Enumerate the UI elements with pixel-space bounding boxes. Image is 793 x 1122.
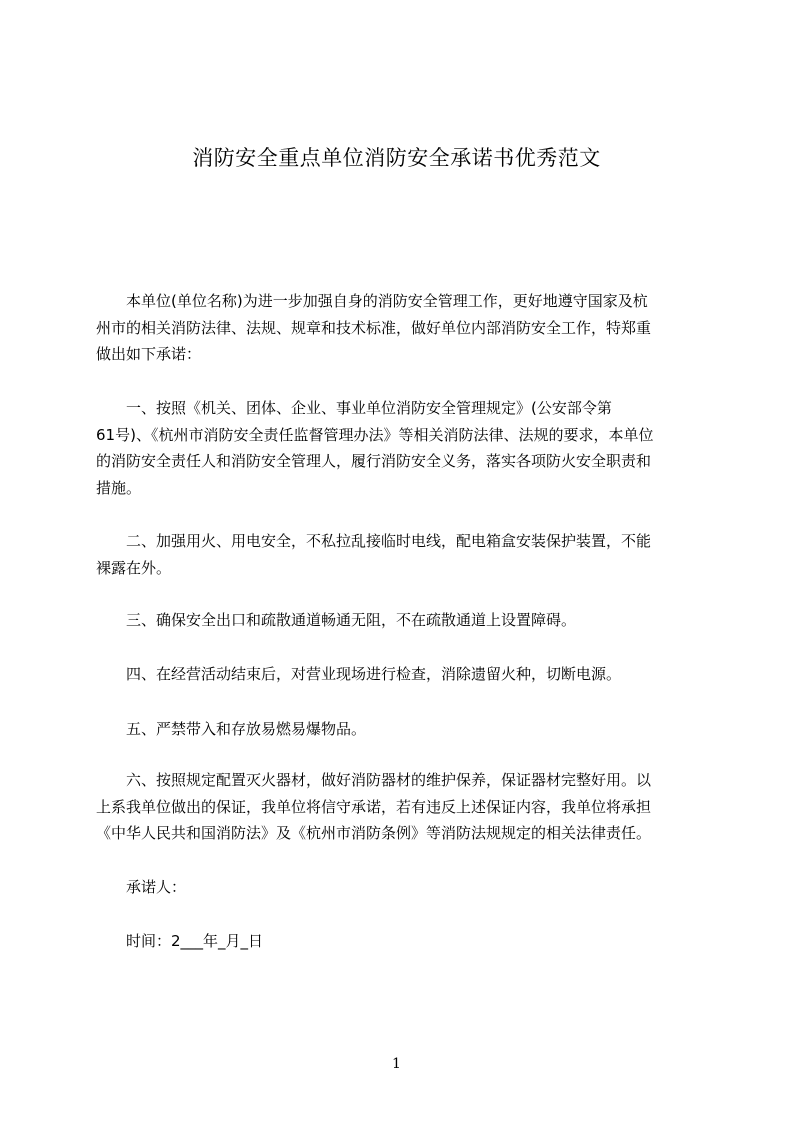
paragraph-line: 州市的相关消防法律、法规、规章和技术标准，做好单位内部消防安全工作，特郑重	[96, 318, 652, 337]
intro-paragraph	[96, 288, 700, 368]
paragraph-line: 做出如下承诺：	[96, 345, 202, 363]
document-title: 消防安全重点单位消防安全承诺书优秀范文	[192, 146, 601, 170]
paragraph-line: 《中华人民共和国消防法》及《杭州市消防条例》等消防法规规定的相关法律责任。	[96, 824, 652, 842]
commitment-item-5	[96, 716, 700, 743]
paragraph-line: 的消防安全责任人和消防安全管理人，履行消防安全义务，落实各项防火安全职责和	[96, 452, 652, 470]
commitment-item-3	[96, 607, 700, 634]
commitment-item-6	[96, 767, 700, 847]
paragraph-line: 六、按照规定配置灭火器材，做好消防器材的维护保养，保证器材完整好用。以	[96, 771, 652, 789]
paragraph-line: 措施。	[96, 478, 142, 497]
paragraph-line: 上系我单位做出的保证，我单位将信守承诺，若有违反上述保证内容，我单位将承担	[96, 797, 652, 816]
page-number: 1	[392, 1056, 401, 1072]
paragraph-line: 二、加强用火、用电安全，不私拉乱接临时电线，配电箱盒安装保护装置，不能	[96, 532, 652, 550]
paragraph-line: 裸露在外。	[96, 558, 172, 577]
paragraph-line: 时间：2___年_月_日	[96, 932, 264, 950]
commitment-item-4	[96, 661, 700, 688]
paragraph-line: 一、按照《机关、团体、企业、事业单位消防安全管理规定》(公安部令第	[96, 399, 612, 417]
paragraph-line: 四、在经营活动结束后，对营业现场进行检查，消除遗留火种，切断电源。	[96, 665, 622, 683]
paragraph-line: 承诺人：	[96, 878, 187, 896]
paragraph-line: 本单位(单位名称)为进一步加强自身的消防安全管理工作，更好地遵守国家及杭	[96, 292, 648, 310]
paragraph-line: 五、严禁带入和存放易燃易爆物品。	[96, 720, 367, 738]
commitment-item-2	[96, 528, 700, 581]
paragraph-line: 61号)、《杭州市消防安全责任监督管理办法》等相关消防法律、法规的要求，本单位	[96, 425, 654, 444]
promisor-line	[96, 874, 700, 901]
paragraph-line: 三、确保安全出口和疏散通道畅通无阻，不在疏散通道上设置障碍。	[96, 611, 577, 629]
commitment-item-1	[96, 395, 700, 501]
date-line	[96, 928, 700, 955]
